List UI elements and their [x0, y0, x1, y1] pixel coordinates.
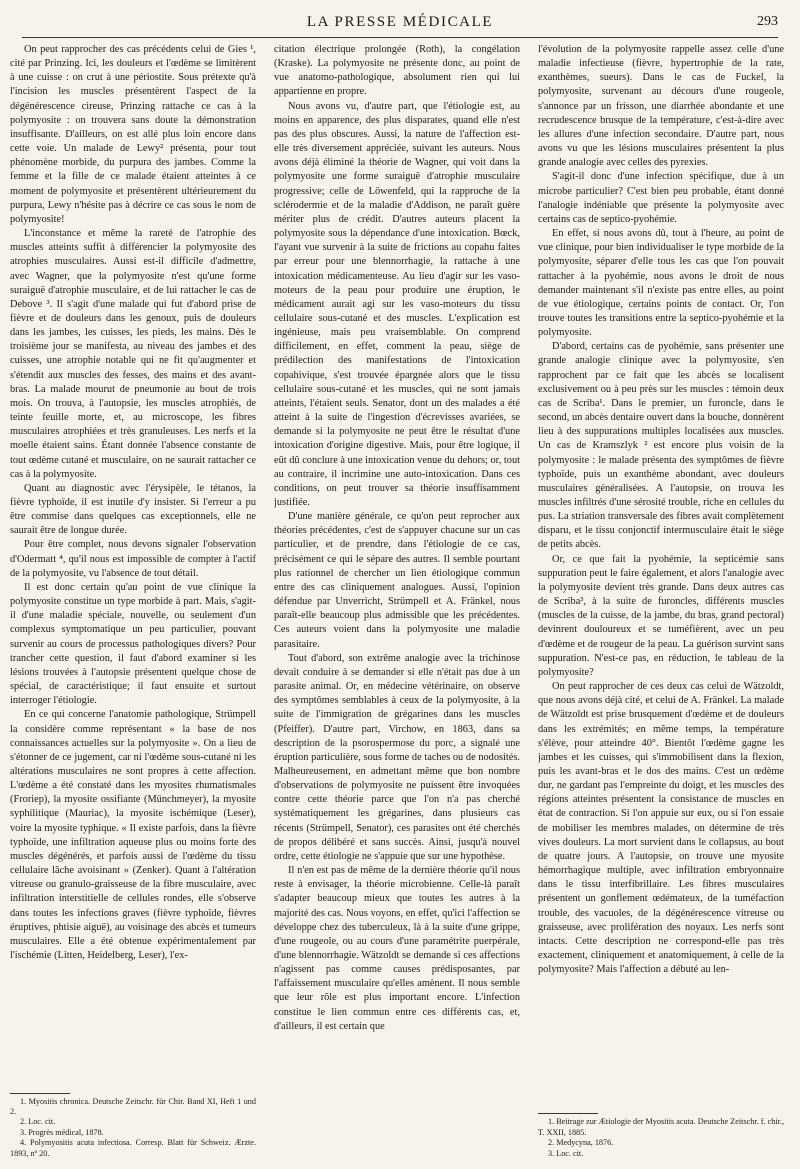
footnote: 1. Beitrage zur Ætiologie der Myositis acuta. Deutsche Zeitschr. f. chir., T. XXII, 1885. — [538, 1117, 784, 1137]
paragraph: Nous avons vu, d'autre part, que l'étiologie est, au moins en apparence, des plus disparates, quand elle n'est pas des plus obscures. Aussi, la nature de l'affection est-elle très diversement appréciée, suivant les auteurs. Nous avons déjà éliminé la théorie de Wagner, qui voit dans la polymyosite une forme suraiguë d'atrophie musculaire progressive; celle de Löwenfeld, qui la rapproche de la sclérodermie et de la maladie d'Addison, ne paraît guère mériter plus de crédit. D'autres auteurs placent la polymyosite sous la dépendance d'une intoxication. Bœck, l'ayant vue survenir à la suite de frictions au copahu faites par erreur pour une blennorrhagie, la rattache à une intoxication médicamenteuse. Au lieu d'agir sur les vaso-moteurs de la peau pour produire une éruption, le médicament aurait agi sur les vaso-moteurs du tissu cellulaire sous-cutané et des muscles. L'explication est ingénieuse, mais peu vraisemblable. On comprend difficilement, en effet, comment la peau, siège de prédilection des manifestations de l'intoxication copahivique, s'est trouvée épargnée alors que le tissu cellulaire sous-cutané et les muscles, qui ne sont jamais atteints, l'étaient seuls. Senator, dont un des malades a été atteint à la suite de l'ingestion d'écrevisses avariées, se demande si la polymyosite ne peut être le résultat d'une intoxication d'origine digestive. Mais, pour être logique, il eût dû conclure à une intoxication venue du dehors; or, tout au contraire, il incrimine une auto-intoxication. Dans ces conditions, on peut trouver sa théorie insuffisamment justifiée. — [274, 100, 520, 508]
footnotes — [10, 1093, 256, 1159]
paragraph: Or, ce que fait la pyohémie, la septicémie sans suppuration peut le faire également, et alors l'analogie avec la polymyosite devient très grande. Dans deux autres cas de Scriba³, à la suite de furoncles, différents muscles (muscles de la cuisse, de la jambe, du bras, grand pectoral) devinrent douloureux et se tuméfièrent, avec un peu d'œdème et de rougeur de la peau. La guérison survint sans suppuration. N'est-ce pas, en réduction, le tableau de la polymyosite? — [538, 553, 784, 678]
paragraph: L'inconstance et même la rareté de l'atrophie des muscles atteints suffit à différencier la polymyosite des atrophies musculaires. Aussi est-il difficile d'admettre, avec Wagner, que la polymyosite n'est qu'une forme suraiguë d'atrophie musculaire, et de lui rattacher le cas de Debove ³. Il s'agit d'une malade qui fut d'abord prise de fièvre et de douleurs dans les genoux, puis de douleurs dans les jambes, les cuisses, les pieds, les mains. Dès le troisième jour se manifesta, au niveau des jambes et des cuisses, une atrophie notable qui ne fit qu'augmenter et s'étendit aux muscles des fesses, des mains et des avant-bras. La malade mourut de pneumonie au bout de trois mois. On trouva, à l'autopsie, les muscles atrophiés, de teinte feuille morte, et, au microscope, les fibres musculaires atrophiées et très granuleuses. Les nerfs et la moelle étaient sains. Étant donnée l'absence constante de tout œdème cutané et musculaire, on ne saurait rattacher ce cas à la polymyosite. — [10, 228, 256, 480]
paragraph: En ce qui concerne l'anatomie pathologique, Strümpell la considère comme représentant « la base de nos connaissances actuelles sur la polymyosite ». On a lieu de s'étonner de ce jugement, car ni l'œdème sous-cutané ni les altérations musculaires ne sont propres à cette affection. L'œdème a été constaté dans les myosites rhumatismales (Froriep), la myosite ossifiante (Münchmeyer), la myosite syphilitique (Mauriac), la myosite ischémique (Leser), voire la myosite typhique. « Il existe parfois, dans la fièvre typhoïde, une infiltration aqueuse plus ou moins forte des muscles dégénérés, et parfois aussi de l'œdème du tissu cellulaire lâche avoisinant » (Zenker). Quant à l'altération vitreuse ou granulo-graisseuse de la fibre musculaire, avec infiltration interstitielle de cellules rondes, elle s'observe dans toutes les infections graves (fièvre typhoïde, fièvres éruptives, phtisie aiguë), au voisinage des abcès et tumeurs musculaires. Elle a été obtenue expérimentalement par l'ischémie (Litten, Heidelberg, Leser), l'ex- — [10, 709, 256, 961]
column-2 — [274, 43, 520, 1159]
paragraph: l'évolution de la polymyosite rappelle assez celle d'une maladie infectieuse (fièvre, hypertrophie de la rate, exanthèmes, sueurs). Dans le cas de Fuckel, la polymyosite, survenant au décours d'une rougeole, s'annonce par un frisson, une diarrhée abondante et une recrudescence brusque de la température, c'est-à-dire avec les allures d'une infection secondaire. D'autre part, nous avons vu que les lésions musculaires présentent la plus grande analogie avec celles des pyrexies. — [538, 44, 784, 169]
paragraph: On peut rapprocher de ces deux cas celui de Wätzoldt, que nous avons déjà cité, et celui de A. Fränkel. La malade de Wätzoldt est prise brusquement d'œdème et de douleurs dans les extrémités; en même temps, la température s'élève, pour atteindre 40°. Bientôt l'œdème gagne les jambes et les cuisses, qui s'immobilisent dans la flexion, puis les avant-bras et le dos des mains. C'est un œdème dur, ne gardant pas l'empreinte du doigt, et les muscles des régions atteintes présentent la consistance de muscles en état de contraction. Si l'on appuie sur eux, ou si l'on essaie de mobiliser les membres malades, on détermine de très vives douleurs. La mort survient dans le collapsus, au bout de quatre jours. A l'autopsie, on trouve une myosite hémorrhagique multiple, avec infiltration embryonnaire dans le tissu interfibrillaire. Les fibres musculaires présentent un gonflement œdémateux, de la tuméfaction trouble, des vacuoles, de la dégénérescence vitreuse ou graisseuse, avec prolifération des noyaux. Les nerfs sont intacts. Cette description ne correspond-elle pas très exactement, cliniquement et anatomiquement, à celle de la polymyosite? Mais l'affection a débuté au len- — [538, 681, 784, 976]
footnote: 3. Loc. cit. — [548, 1148, 584, 1158]
footnote: 3. Progrès médical, 1878. — [20, 1127, 104, 1137]
footnote: 4. Polymyositis acuta infectiosa. Corresp. Blatt für Schweiz. Ærzte. 1893, nº 20. — [10, 1138, 256, 1158]
footnote: 1. Myositis chronica. Deutsche Zeitschr. für Chir. Band XI, Heft 1 und 2. — [10, 1096, 256, 1116]
paragraph: D'une manière générale, ce qu'on peut reprocher aux théories précédentes, c'est de s'appuyer chacune sur un cas particulier, et de prendre, dans l'étiologie de ce cas, précisément ce qui le sépare des autres. Il semble pourtant plus rationnel de chercher un lien étiologique commun entre des cas cliniquement analogues. Aussi, l'opinion défendue par Unverricht, Strümpell et A. Fränkel, nous paraît-elle beaucoup plus admissible que les précédentes. Ces auteurs voient dans la polymyosite une maladie parasitaire. — [274, 511, 520, 650]
page-number: 293 — [757, 14, 778, 29]
column-3 — [538, 43, 784, 1159]
footnote-rule — [10, 1093, 70, 1094]
paragraph: citation électrique prolongée (Roth), la congélation (Kraske). La polymyosite ne présente donc, au point de vue anatomo-pathologique, absolument rien qui lui appartienne en propre. — [274, 44, 520, 98]
header-rule — [22, 37, 778, 38]
paragraph: Tout d'abord, son extrême analogie avec la trichinose devait conduire à se demander si elle n'était pas due à un parasite animal. Or, en médecine vétérinaire, on observe des symptômes semblables à ceux de la polymyosite, à la suite de l'immigration de grégarines dans les muscles (Pfeiffer). D'autre part, Virchow, en 1863, dans sa description de la psorospermose du porc, a signalé une éruption particulière, sous forme de taches ou de nodosités. Malheureusement, en admettant même que bon nombre d'observations de polymyosite ne puissent être invoquées contre cette théorie parce que l'on n'a pas cherché systématiquement les grégarines, dans plusieurs cas récents (Strümpell, Senator), ces parasites ont été cherchés de propos délibéré et sans succès. Ainsi, jusqu'à nouvel ordre, cette étiologie ne s'appuie que sur une hypothèse. — [274, 652, 520, 862]
paragraph: En effet, si nous avons dû, tout à l'heure, au point de vue clinique, pour bien individualiser le type morbide de la polymyosite, séparer d'elle tous les cas que l'on pouvait rattacher à la pyohémie, nous avons le droit de nous demander maintenant s'il n'existe pas entre elles, au point de vue étiologique, certains points de contact. Or, l'on trouve toutes les transitions entre la septico-pyohémie et la polymyosite. — [538, 228, 784, 339]
journal-title: LA PRESSE MÉDICALE — [306, 14, 494, 30]
paragraph: Il n'en est pas de même de la dernière théorie qu'il nous reste à envisager, la théorie microbienne. Celle-là paraît s'adapter beaucoup mieux que toutes les autres à la majorité des cas. Nous voyons, en effet, qu'ici l'affection se développe chez des tuberculeux, là à la suite d'une grippe, d'une rougeole, ou au cours d'une paramétrite puerpérale, d'une blennorrhagie. Wätzoldt se demande si ces affections n'agissent pas comme causes prédisposantes, par l'affaissement musculaire qu'elles amènent. Il nous semble que leur rôle est plus important encore. L'infection constitue le lien commun entre ces différents cas, et, d'ailleurs, il est certain que — [274, 865, 520, 1032]
paragraph: S'agit-il donc d'une infection spécifique, due à un microbe particulier? C'est bien peu probable, étant donné l'analogie indéniable que présente la polymyosite avec certains cas de septico-pyohémie. — [538, 171, 784, 225]
footnote: 2. Medycyna, 1876. — [548, 1138, 614, 1148]
paragraph: D'abord, certains cas de pyohémie, sans présenter une grande analogie clinique avec la polymyosite, s'en rapprochent par ce fait que les abcès se localisent exclusivement ou à peu près sur les muscles : témoin deux cas de Scriba¹. Dans le premier, un furoncle, dans le second, un abcès dentaire ouvert dans la bouche, donnèrent lieu à des suppurations multiples localisées aux muscles. Un cas de Kramszlyk ² est encore plus voisin de la polymyosite : le malade présenta des symptômes de fièvre typhoïde, puis un exanthème abondant, avec douleurs musculaires généralisées. A l'autopsie, on trouva les muscles infiltrés d'une sérosité trouble, riche en cellules du pus. La striation transversale des fibres avait complètement disparu, et le tissu conjonctif intermusculaire était le siège de petits abcès. — [538, 341, 784, 551]
footnote-rule — [538, 1113, 598, 1114]
paragraph: Pour être complet, nous devons signaler l'observation d'Odermatt ⁴, qu'il nous est impossible de compter à l'actif de la polymyosite, vu l'absence de tout détail. — [10, 539, 256, 579]
page-header — [22, 14, 778, 36]
paragraph: On peut rapprocher des cas précédents celui de Gies ¹, cité par Prinzing. Ici, les douleurs et l'œdème se limitèrent à une cuisse : on crut à une périostite. Sous prétexte qu'à l'incision les muscles présentèrent l'aspect de la dégénérescence cireuse, Prinzing rattache ce cas à la polymyosite : on trouvera sans doute la démonstration insuffisante. D'ailleurs, on est allé plus loin encore dans cette voie. Un malade de Lewy² présenta, pour tout phénomène morbide, du purpura des jambes. Comme la femme et la fille de ce malade étaient atteintes à ce moment de polymyosite et présentèrent ultérieurement du purpura, Lewy n'hésite pas à décrire ce cas sous le nom de polymyosite! — [10, 44, 256, 225]
paragraph: Il est donc certain qu'au point de vue clinique la polymyosite constitue un type morbide à part. Mais, s'agit-il d'une maladie spéciale, nouvelle, ou seulement d'un complexus symptomatique un peu particulier, pouvant survenir au cours de processus pathologiques divers? Pour trancher cette question, il faut d'abord examiner si les lésions trouvées à l'autopsie présentent quelque chose de spécial, de caractéristique; il faut ensuite et surtout interroger l'étiologie. — [10, 581, 256, 707]
footnote: 2. Loc. cit. — [20, 1117, 56, 1127]
paragraph: Quant au diagnostic avec l'érysipèle, le tétanos, la fièvre typhoïde, il est inutile d'y insister. Si l'erreur a pu être commise dans quelques cas exceptionnels, elle ne saurait être de longue durée. — [10, 482, 256, 537]
footnotes — [538, 1113, 784, 1159]
column-1 — [10, 43, 256, 1159]
